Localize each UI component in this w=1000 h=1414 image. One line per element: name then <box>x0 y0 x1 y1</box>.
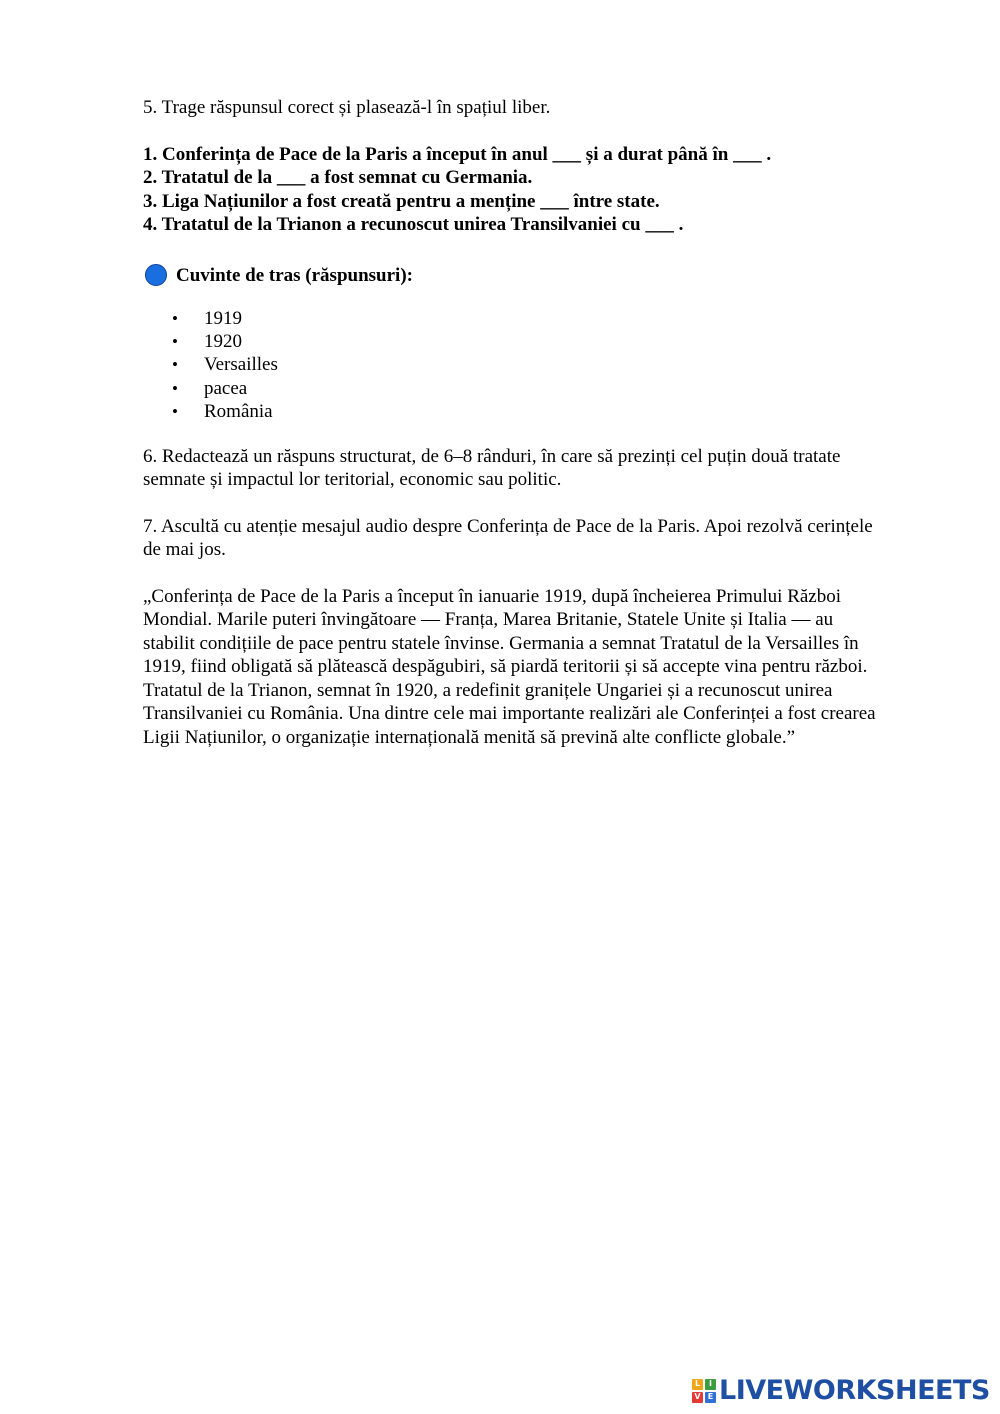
worksheet-page <box>143 96 933 749</box>
quote-line: Tratatul de la Trianon, semnat în 1920, a redefinit granițele Ungariei și a recunoscut unirea <box>143 679 833 701</box>
quote-line: stabilit condițiile de pace pentru statele învinse. Germania a semnat Tratatul de la Versailles în <box>143 632 859 654</box>
audio-transcript-quote <box>143 585 933 750</box>
drag-word-item[interactable]: • 1920 <box>143 330 933 353</box>
drag-words-list <box>143 307 933 423</box>
quote-line: Ligii Națiunilor, o organizație internațională menită să prevină alte conflicte globale.” <box>143 726 796 748</box>
quote-line: 1919, fiind obligată să plătească despăgubiri, să piardă teritorii și să accepte vina pentru război. <box>143 656 868 678</box>
drag-word-item[interactable]: • România <box>143 400 933 423</box>
exercise-6-line: semnate și impactul lor teritorial, economic sau politic. <box>143 469 562 491</box>
exercise-6-instruction <box>143 445 933 492</box>
logo-wordmark: LIVEWORKSHEETS <box>719 1374 990 1406</box>
live-grid-icon <box>692 1379 716 1403</box>
quote-line: Mondial. Marile puteri învingătoare — Franța, Marea Britanie, Statele Unite și Italia — au <box>143 609 834 631</box>
quote-line: Transilvaniei cu România. Una dintre cele mai importante realizări ale Conferinței a fost crearea <box>143 703 876 725</box>
drag-words-heading-text: Cuvinte de tras (răspunsuri): <box>176 264 413 286</box>
drag-words-heading <box>143 264 933 288</box>
exercise-6-line: 6. Redactează un răspuns structurat, de 6–8 rânduri, în care să prezinți cel puțin două tratate <box>143 445 841 467</box>
liveworksheets-logo <box>692 1374 990 1406</box>
quote-line: „Conferința de Pace de la Paris a început în ianuarie 1919, după încheierea Primului Război <box>143 585 842 607</box>
fill-in-sentence-3[interactable]: 3. Liga Națiunilor a fost creată pentru a menține ___ între state. <box>143 190 660 212</box>
drag-word-item[interactable]: • Versailles <box>143 353 933 376</box>
blue-circle-icon <box>145 264 167 286</box>
fill-in-sentence-4[interactable]: 4. Tratatul de la Trianon a recunoscut unirea Transilvaniei cu ___ . <box>143 214 684 235</box>
fill-in-sentence-2[interactable]: 2. Tratatul de la ___ a fost semnat cu Germania. <box>143 167 533 188</box>
exercise-5-instruction: 5. Trage răspunsul corect și plasează-l în spațiul liber. <box>143 97 551 118</box>
logo-letter: V <box>692 1392 703 1403</box>
drag-word-item[interactable]: • pacea <box>143 377 933 400</box>
logo-letter: L <box>692 1379 703 1390</box>
logo-letter: I <box>705 1379 716 1390</box>
exercise-7-line: 7. Ascultă cu atenție mesajul audio despre Conferința de Pace de la Paris. Apoi rezolvă cerințele <box>143 515 873 537</box>
drag-word-item[interactable]: • 1919 <box>143 307 933 330</box>
exercise-7-instruction <box>143 515 933 562</box>
exercise-7-line: de mai jos. <box>143 539 226 561</box>
logo-letter: E <box>705 1392 716 1403</box>
fill-in-sentence-1[interactable]: 1. Conferința de Pace de la Paris a început în anul ___ și a durat până în ___ . <box>143 143 772 165</box>
